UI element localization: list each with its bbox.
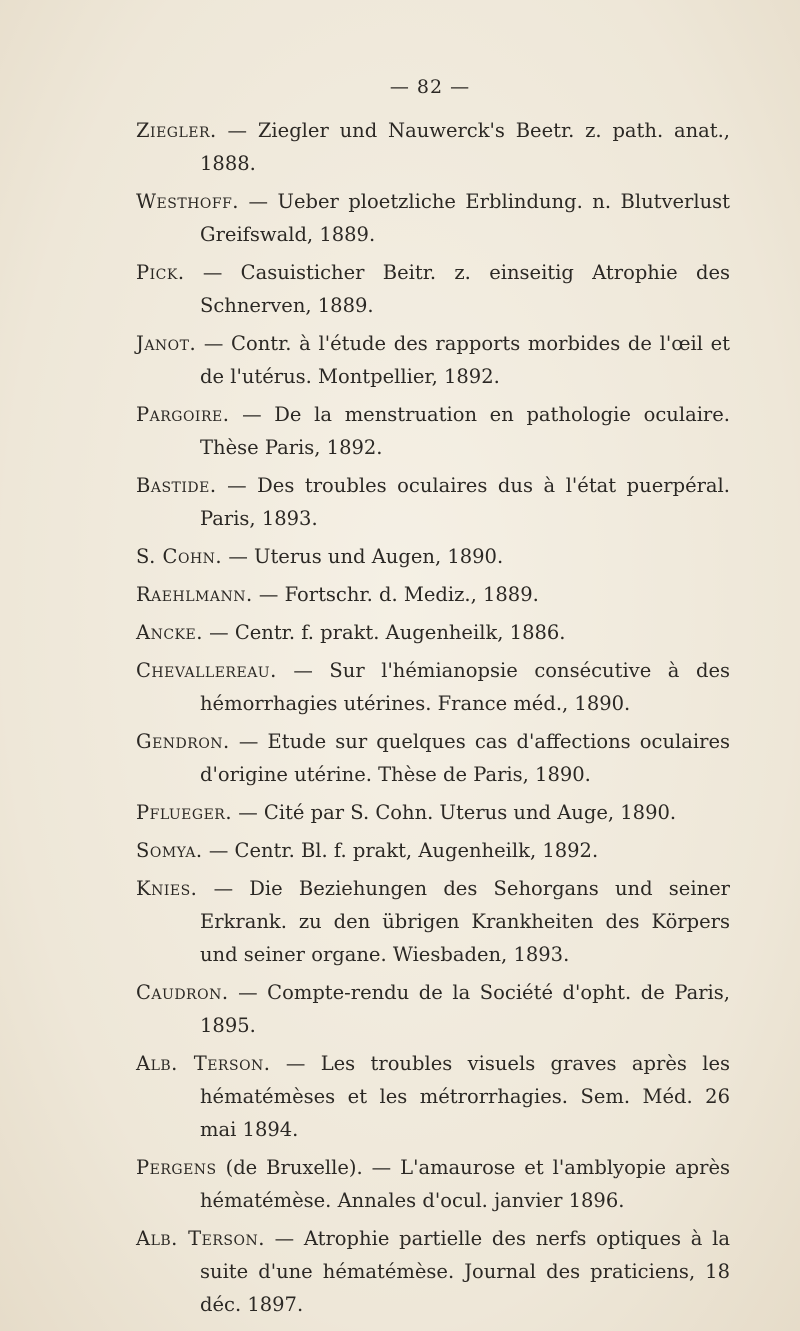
reference-author: Pick. [136, 261, 185, 284]
reference-text: — Des troubles oculaires dus à l'état puerpéral. Paris, 1893. [200, 474, 730, 530]
reference-author: Somya. [136, 839, 203, 862]
reference-text: (de Bruxelle). — L'amaurose et l'amblyopie après hématémèse. Annales d'ocul. janvier 1896. [200, 1156, 730, 1212]
reference-author: Alb. Terson. [136, 1227, 265, 1250]
reference-text: — Atrophie partielle des nerfs optiques à la suite d'une hématémèse. Journal des praticiens, 18 déc. 1897. [200, 1227, 730, 1316]
reference-entry [136, 654, 730, 720]
reference-text: — Les troubles visuels graves après les hématémèses et les métrorrhagies. Sem. Méd. 26 mai 1894. [200, 1052, 730, 1141]
reference-entry [136, 540, 730, 573]
reference-author: S. Cohn. [136, 545, 223, 568]
reference-text: — Cité par S. Cohn. Uterus und Auge, 1890. [232, 801, 677, 824]
reference-entry [136, 469, 730, 535]
reference-text: — Casuisticher Beitr. z. einseitig Atrophie des Schnerven, 1889. [184, 261, 730, 317]
reference-entry [136, 872, 730, 971]
reference-author: Pargoire. [136, 403, 230, 426]
reference-author: Pergens [136, 1156, 217, 1179]
reference-author: Raehlmann. [136, 583, 253, 606]
reference-entry [136, 578, 730, 611]
reference-author: Janot. [136, 332, 197, 355]
reference-author: Pflueger. [136, 801, 233, 824]
reference-entry [136, 1047, 730, 1146]
reference-entry [136, 256, 730, 322]
reference-author: Knies. [136, 877, 198, 900]
reference-entry [136, 976, 730, 1042]
reference-text: — Uterus und Augen, 1890. [222, 545, 504, 568]
reference-text: — De la menstruation en pathologie oculaire. Thèse Paris, 1892. [200, 403, 730, 459]
reference-entry [136, 1222, 730, 1321]
reference-entry [136, 1151, 730, 1217]
page-number: — 82 — [389, 76, 471, 98]
reference-entry [136, 327, 730, 393]
reference-entry [136, 725, 730, 791]
reference-author: Alb. Terson. [136, 1052, 271, 1075]
reference-text: — Ueber ploetzliche Erblindung. n. Blutverlust Greifswald, 1889. [200, 190, 730, 246]
reference-entry [136, 616, 730, 649]
reference-text: — Compte-rendu de la Société d'opht. de Paris, 1895. [200, 981, 730, 1037]
reference-text: — Centr. f. prakt. Augenheilk, 1886. [202, 621, 566, 644]
reference-text: — Centr. Bl. f. prakt, Augenheilk, 1892. [202, 839, 599, 862]
reference-text: — Contr. à l'étude des rapports morbides de l'œil et de l'utérus. Montpellier, 1892. [196, 332, 730, 388]
bibliography-list [136, 114, 730, 1326]
reference-text: — Ziegler und Nauwerck's Beetr. z. path. anat., 1888. [200, 119, 730, 175]
reference-entry [136, 398, 730, 464]
reference-text: — Fortschr. d. Mediz., 1889. [252, 583, 539, 606]
reference-entry [136, 834, 730, 867]
reference-author: Caudron. [136, 981, 229, 1004]
reference-author: Ancke. [136, 621, 203, 644]
reference-author: Westhoff. [136, 190, 240, 213]
reference-entry [136, 185, 730, 251]
reference-author: Chevallereau. [136, 659, 277, 682]
reference-text: — Sur l'hémianopsie consécutive à des hémorrhagies utérines. France méd., 1890. [200, 659, 730, 715]
reference-author: Gendron. [136, 730, 230, 753]
reference-entry [136, 114, 730, 180]
reference-text: — Die Beziehungen des Sehorgans und seiner Erkrank. zu den übrigen Krankheiten des Körpers und seiner organe. Wiesbaden, 1893. [197, 877, 730, 966]
reference-author: Bastide. [136, 474, 217, 497]
reference-author: Ziegler. [136, 119, 217, 142]
reference-entry [136, 796, 730, 829]
reference-text: — Etude sur quelques cas d'affections oculaires d'origine utérine. Thèse de Paris, 1890. [200, 730, 730, 786]
